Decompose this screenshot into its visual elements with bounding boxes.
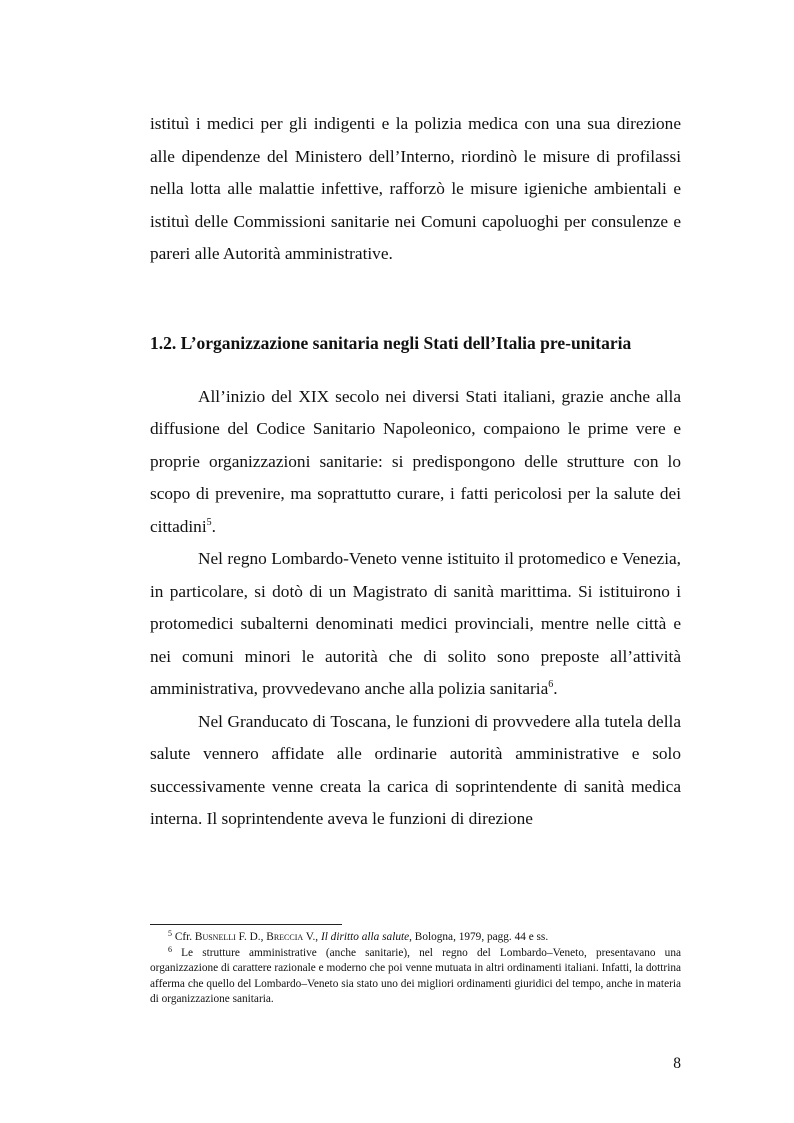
paragraph-1-text: All’inizio del XIX secolo nei diversi Stati italiani, grazie anche alla diffusione del Codice Sanitario Napoleonico, compaiono le prime vere e proprie organizzazioni sanitarie: si predispongono delle strutture con lo scopo di prevenire, ma soprattutto curare, i fatti pericolosi per la salute dei cittadini	[150, 386, 681, 536]
footnote-5-prefix: Cfr.	[172, 931, 195, 943]
paragraph-3: Nel Granducato di Toscana, le funzioni di provvedere alla tutela della salute vennero affidate alle ordinarie autorità amministrative e solo successivamente venne creata la carica di soprintendente di sanità medica interna. Il soprintendente aveva le funzioni di direzione	[150, 711, 681, 828]
paragraph-2-end: .	[553, 679, 558, 698]
footnote-6	[150, 946, 681, 1008]
footnote-5-author1: Busnelli	[194, 931, 236, 943]
footnote-ref-5[interactable]: 5	[206, 516, 212, 528]
section-heading: 1.2. L’organizzazione sanitaria negli Stati dell’Italia pre-unitaria	[150, 332, 632, 353]
footnote-6-text: Le strutture amministrative (anche sanitarie), nel regno del Lombardo–Veneto, presentavano una organizzazione di carattere razionale e moderno che poi venne mutuata in altri ordinamenti italiani. Infatti, la dottrina afferma che quello del Lombardo–Veneto sia stato uno dei migliori ordinamenti giuridici del tempo, anche in materia di organizzazione sanitaria.	[150, 946, 681, 1006]
footnote-5-author1-initials: F. D.,	[235, 931, 267, 943]
paragraph-2	[150, 543, 681, 706]
footnotes	[150, 930, 681, 1008]
paragraph-1-end: .	[211, 516, 216, 536]
footnote-5	[150, 930, 681, 946]
footnote-5-author2: Breccia	[266, 931, 304, 943]
footnote-ref-6[interactable]: 6	[548, 679, 554, 690]
page-body	[150, 108, 681, 836]
footnote-5-title: Il diritto alla salute	[320, 931, 410, 943]
paragraph-1	[150, 381, 681, 544]
footnote-5-rest: , Bologna, 1979, pagg. 44 e ss.	[409, 931, 549, 943]
footnote-5-number: 5	[168, 929, 172, 938]
footnote-6-number: 6	[168, 944, 172, 954]
footnote-5-author2-initials: V.,	[303, 931, 321, 943]
paragraph-continued: istituì i medici per gli indigenti e la polizia medica con una sua direzione alle dipendenze del Ministero dell’Interno, riordinò le misure di profilassi nella lotta alle malattie infettive, rafforzò le misure igieniche ambientali e istituì delle Commissioni sanitarie nei Comuni capoluoghi per consulenze e pareri alle Autorità amministrative.	[150, 114, 681, 263]
paragraph-2-text: Nel regno Lombardo-Veneto venne istituito il protomedico e Venezia, in particolare, si dotò di un Magistrato di sanità marittima. Si istituirono i protomedici subalterni denominati medici provinciali, mentre nelle città e nei comuni minori le autorità che di solito sono preposte all’attività amministrativa, provvedevano anche alla polizia sanitaria	[150, 549, 681, 698]
footnote-divider	[150, 924, 342, 925]
page-number: 8	[673, 1055, 681, 1072]
